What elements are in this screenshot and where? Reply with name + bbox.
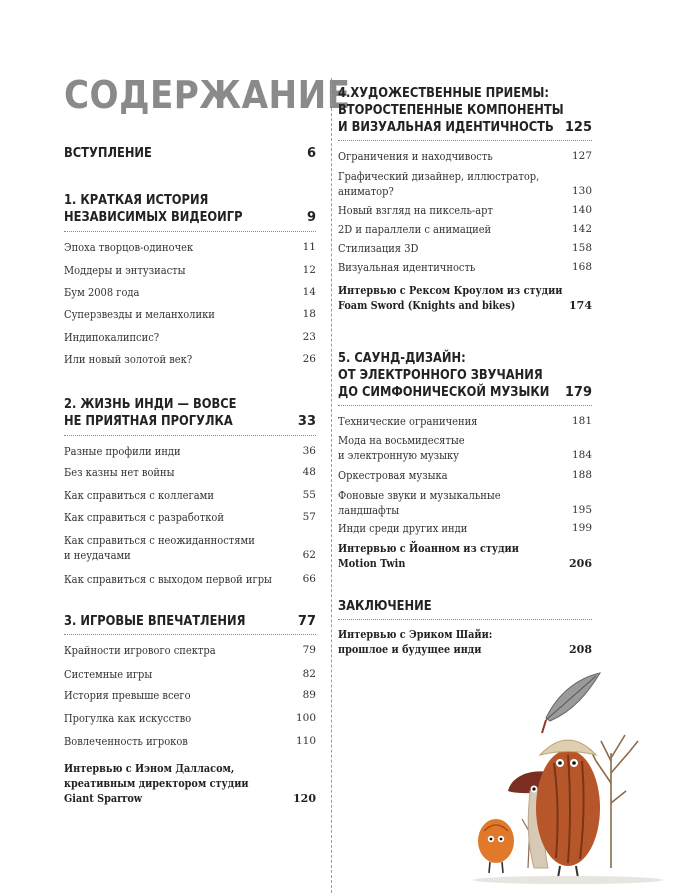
toc-section-5 (338, 350, 592, 401)
toc-item (64, 352, 316, 367)
section-divider-line (338, 405, 592, 406)
toc-item (64, 533, 316, 563)
toc-item-label: ландшафты (338, 504, 400, 517)
toc-item-label: Или новый золотой век? (64, 353, 193, 366)
toc-interview-page-number: 174 (569, 299, 592, 312)
toc-item-label: Бум 2008 года (64, 286, 140, 299)
toc-section-2-label: НЕ ПРИЯТНАЯ ПРОГУЛКА (64, 413, 233, 429)
toc-item-page-number: 130 (571, 185, 592, 197)
toc-item-label: Как справиться с выходом первой игры (64, 573, 272, 586)
toc-item-page-number: 18 (302, 308, 316, 320)
toc-item-page-number: 199 (571, 522, 592, 534)
toc-item-page-number: 55 (302, 489, 316, 501)
toc-interview-label: Интервью с Йоанном из студии (338, 542, 519, 555)
toc-item-page-number: 127 (571, 150, 592, 162)
toc-interview-label: Motion Twin (338, 557, 406, 570)
toc-item-page-number: 181 (571, 415, 592, 427)
toc-interview-label: Интервью с Иэном Далласом, (64, 762, 235, 775)
section-divider-line (338, 619, 592, 620)
toc-item (64, 307, 316, 322)
toc-section-3-page-number: 77 (297, 614, 316, 629)
toc-item (338, 169, 592, 199)
section-divider-line (64, 634, 316, 635)
toc-item (338, 260, 592, 275)
toc-section-intro (64, 145, 316, 162)
toc-section-4 (338, 85, 592, 136)
toc-item-page-number: 48 (302, 466, 316, 478)
toc-item-label: Фоновые звуки и музыкальные (338, 489, 501, 502)
toc-interview (338, 627, 592, 657)
toc-item (64, 510, 316, 525)
toc-item-label: Инди среди других инди (338, 522, 468, 535)
toc-section-3 (64, 613, 316, 630)
toc-item (64, 572, 316, 587)
toc-section-intro-label: ВСТУПЛЕНИЕ (64, 145, 152, 161)
toc-section-4-label: И ВИЗУАЛЬНАЯ ИДЕНТИЧНОСТЬ (338, 119, 554, 135)
toc-item (64, 488, 316, 503)
toc-item-page-number: 140 (571, 204, 592, 216)
toc-interview-page-number: 206 (569, 557, 592, 570)
toc-item (338, 149, 592, 164)
toc-interview-page-number: 208 (569, 643, 592, 656)
toc-section-5-page-number: 179 (564, 385, 592, 400)
toc-item-page-number: 184 (571, 449, 592, 461)
toc-item-page-number: 79 (302, 644, 316, 656)
toc-item-page-number: 14 (302, 286, 316, 298)
toc-interview-label: креативным директором студии (64, 777, 249, 790)
toc-section-intro-page-number: 6 (306, 146, 316, 161)
toc-item (64, 240, 316, 255)
toc-item-label: Суперзвезды и меланхолики (64, 308, 215, 321)
toc-item-label: Разные профили инди (64, 445, 181, 458)
toc-section-conclusion (338, 598, 592, 615)
toc-item (64, 330, 316, 345)
toc-section-4-label: ВТОРОСТЕПЕННЫЕ КОМПОНЕНТЫ (338, 102, 564, 118)
toc-item-label: Крайности игрового спектра (64, 644, 216, 657)
toc-interview-label: Интервью с Рексом Кроулом из студии (338, 284, 563, 297)
toc-item-label: История превыше всего (64, 689, 191, 702)
toc-section-conclusion-label: ЗАКЛЮЧЕНИЕ (338, 598, 432, 614)
toc-item (64, 643, 316, 658)
toc-interview-page-number: 120 (293, 792, 316, 805)
toc-item-label: Мода на восьмидесятые (338, 434, 465, 447)
toc-item (64, 667, 316, 682)
toc-item-label: и электронную музыку (338, 449, 460, 462)
section-divider-line (338, 140, 592, 141)
toc-item-page-number: 195 (571, 504, 592, 516)
toc-item-label: Графический дизайнер, иллюстратор, (338, 170, 540, 183)
toc-item-page-number: 188 (571, 469, 592, 481)
toc-item (64, 711, 316, 726)
toc-item-label: Стилизация 3D (338, 242, 419, 255)
toc-item-page-number: 23 (302, 331, 316, 343)
toc-item-label: Моддеры и энтузиасты (64, 264, 186, 277)
toc-item-page-number: 57 (302, 511, 316, 523)
toc-item-label: Как справиться с неожиданностями (64, 534, 255, 547)
toc-section-1-page-number: 9 (306, 210, 316, 225)
toc-item (338, 433, 592, 463)
toc-interview-label: Giant Sparrow (64, 792, 143, 805)
toc-item-label: Оркестровая музыка (338, 469, 448, 482)
toc-section-1-label: 1. КРАТКАЯ ИСТОРИЯ (64, 192, 209, 208)
toc-item-page-number: 66 (302, 573, 316, 585)
toc-item-page-number: 158 (571, 242, 592, 254)
toc-item-page-number: 110 (295, 735, 316, 747)
toc-item (338, 241, 592, 256)
page-title: СОДЕРЖАНИЕ (64, 73, 351, 117)
toc-item-label: Как справиться с коллегами (64, 489, 214, 502)
toc-item-page-number: 36 (302, 445, 316, 457)
toc-item-label: и неудачами (64, 549, 131, 562)
toc-item-page-number: 82 (302, 668, 316, 680)
forest-creatures-illustration (468, 663, 668, 888)
toc-item (338, 222, 592, 237)
toc-item-label: Ограничения и находчивость (338, 150, 493, 163)
toc-section-5-label: 5. САУНД-ДИЗАЙН: (338, 350, 466, 366)
toc-item (338, 521, 592, 536)
toc-item-label: аниматор? (338, 185, 394, 198)
toc-section-5-label: ДО СИМФОНИЧЕСКОЙ МУЗЫКИ (338, 384, 550, 400)
toc-section-4-label: 4.ХУДОЖЕСТВЕННЫЕ ПРИЕМЫ: (338, 85, 550, 101)
toc-item-page-number: 62 (302, 549, 316, 561)
toc-section-2-label: 2. ЖИЗНЬ ИНДИ — ВОВСЕ (64, 396, 237, 412)
toc-item-label: Технические ограничения (338, 415, 478, 428)
toc-item-label: Системные игры (64, 668, 153, 681)
toc-item-label: Визуальная идентичность (338, 261, 476, 274)
toc-interview-label: Foam Sword (Knights and bikes) (338, 299, 516, 312)
toc-item (338, 203, 592, 218)
toc-item-page-number: 26 (302, 353, 316, 365)
toc-interview (338, 541, 592, 571)
column-divider (331, 78, 332, 893)
toc-item (64, 444, 316, 459)
toc-section-1-label: НЕЗАВИСИМЫХ ВИДЕОИГР (64, 209, 243, 225)
toc-item-label: Вовлеченность игроков (64, 735, 188, 748)
toc-interview-label: Интервью с Эриком Шайи: (338, 628, 493, 641)
toc-item (64, 263, 316, 278)
section-divider-line (64, 231, 316, 232)
toc-item-page-number: 142 (571, 223, 592, 235)
toc-item-label: Индипокалипсис? (64, 331, 160, 344)
toc-item-page-number: 100 (295, 712, 316, 724)
toc-item-label: 2D и параллели с анимацией (338, 223, 492, 236)
toc-section-2-page-number: 33 (297, 414, 316, 429)
toc-item-label: Как справиться с разработкой (64, 511, 224, 524)
toc-interview-label: прошлое и будущее инди (338, 643, 482, 656)
toc-item (338, 414, 592, 429)
toc-item (64, 734, 316, 749)
toc-item-label: Без казны нет войны (64, 466, 175, 479)
toc-item-label: Эпоха творцов-одиночек (64, 241, 194, 254)
toc-section-3-label: 3. ИГРОВЫЕ ВПЕЧАТЛЕНИЯ (64, 613, 246, 629)
section-divider-line (64, 435, 316, 436)
toc-item (64, 285, 316, 300)
toc-section-1 (64, 192, 316, 226)
toc-interview (338, 283, 592, 313)
toc-item (338, 468, 592, 483)
toc-item (338, 488, 592, 518)
toc-interview (64, 761, 316, 806)
toc-section-2 (64, 396, 316, 430)
toc-item-page-number: 89 (302, 689, 316, 701)
toc-item-page-number: 12 (302, 264, 316, 276)
toc-item-label: Новый взгляд на пиксель-арт (338, 204, 493, 217)
toc-section-5-label: ОТ ЭЛЕКТРОННОГО ЗВУЧАНИЯ (338, 367, 543, 383)
toc-item (64, 688, 316, 703)
toc-item (64, 465, 316, 480)
toc-item-page-number: 11 (302, 241, 316, 253)
toc-item-label: Прогулка как искусство (64, 712, 192, 725)
toc-section-4-page-number: 125 (564, 120, 592, 135)
toc-item-page-number: 168 (571, 261, 592, 273)
